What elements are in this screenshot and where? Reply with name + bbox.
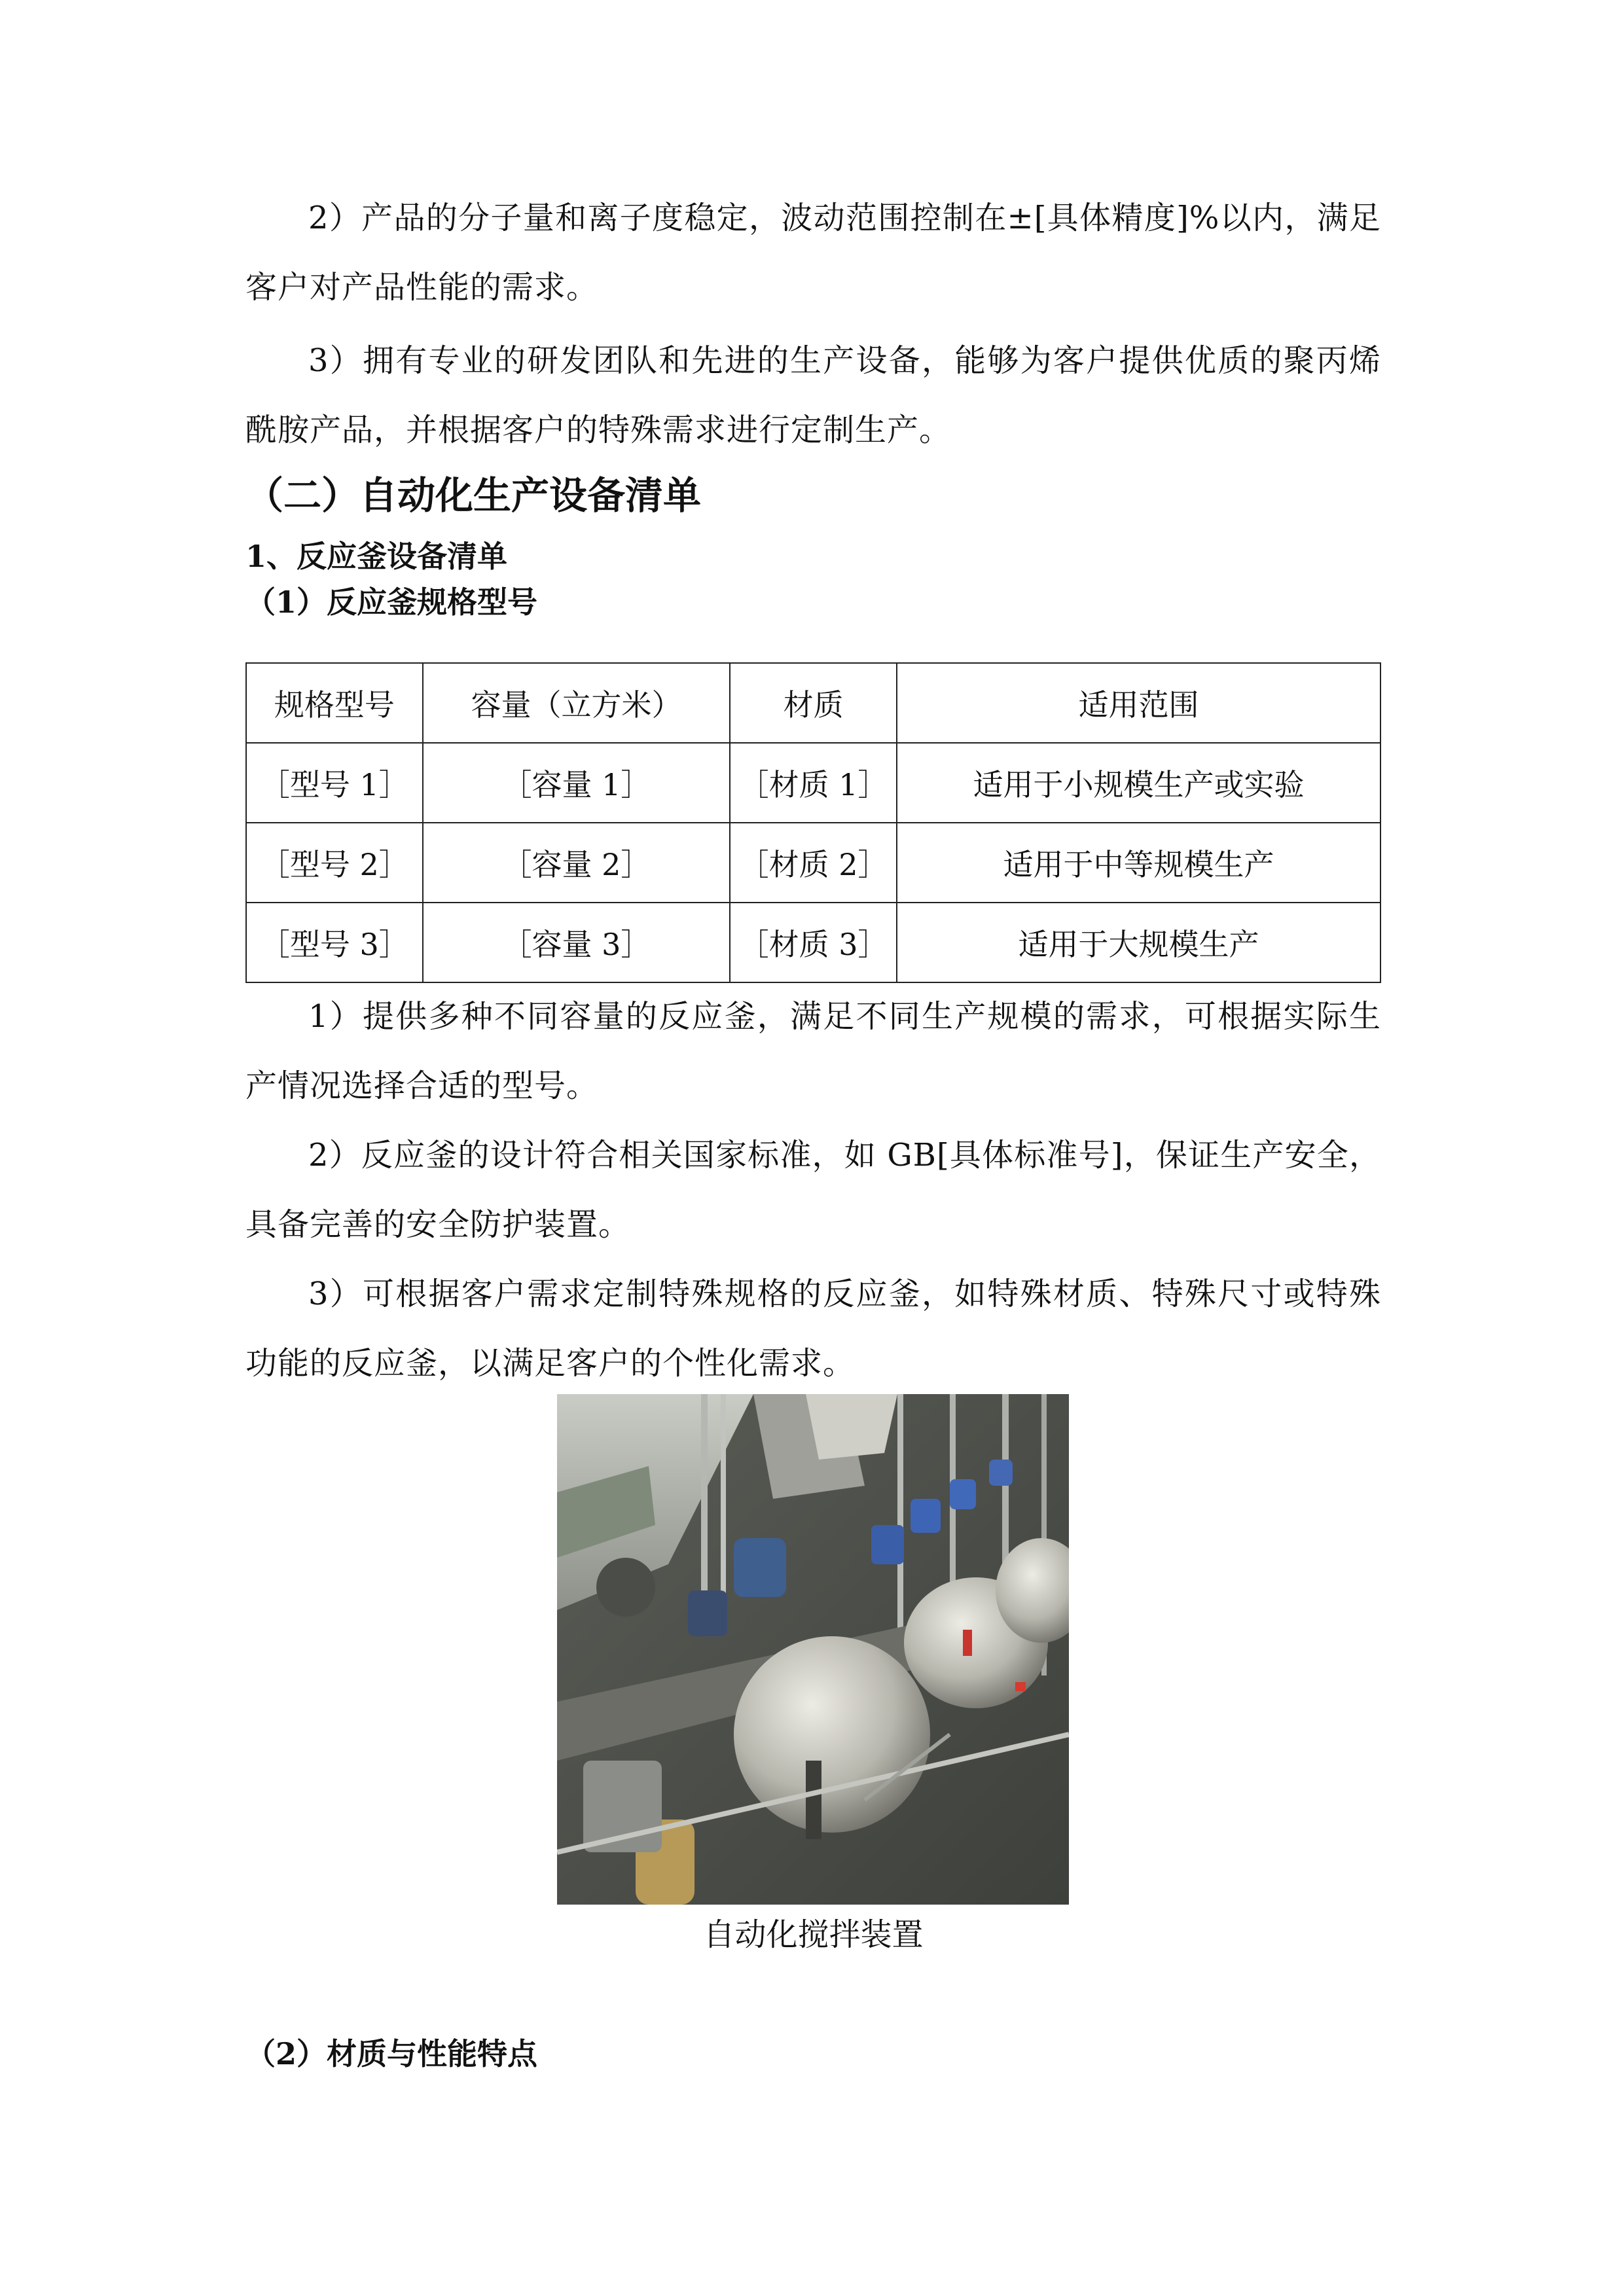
photo-caption: 自动化搅拌装置 bbox=[703, 1916, 924, 1953]
paragraph: 3）拥有专业的研发团队和先进的生产设备，能够为客户提供优质的聚丙烯酰胺产品，并根据客户的特殊需求进行定制生产。 bbox=[245, 342, 1381, 448]
table-cell: 适用于大规模生产 bbox=[897, 903, 1380, 982]
table-cell: ［容量 2］ bbox=[423, 823, 730, 903]
table-cell: ［材质 2］ bbox=[730, 823, 897, 903]
table-header-cell: 材质 bbox=[730, 663, 897, 743]
subsubsection-heading: （1）反应釜规格型号 bbox=[245, 584, 538, 620]
table-cell: ［型号 3］ bbox=[246, 903, 423, 982]
table-cell: 适用于中等规模生产 bbox=[897, 823, 1380, 903]
table-cell: 适用于小规模生产或实验 bbox=[897, 743, 1380, 823]
mixing-equipment-photo bbox=[557, 1394, 1069, 1905]
subsubsection-heading: （2）材质与性能特点 bbox=[245, 2036, 538, 2072]
table-header-cell: 容量（立方米） bbox=[423, 663, 730, 743]
table-row bbox=[246, 823, 1380, 903]
paragraph: 2）反应釜的设计符合相关国家标准，如 GB[具体标准号]，保证生产安全，具备完善的安全防护装置。 bbox=[245, 1137, 1381, 1243]
table-cell: ［容量 1］ bbox=[423, 743, 730, 823]
table-header-cell: 规格型号 bbox=[246, 663, 423, 743]
paragraph: 1）提供多种不同容量的反应釜，满足不同生产规模的需求，可根据实际生产情况选择合适的型号。 bbox=[245, 998, 1381, 1104]
paragraph: 2）产品的分子量和离子度稳定，波动范围控制在±[具体精度]%以内，满足客户对产品性能的需求。 bbox=[245, 200, 1381, 306]
reactor-spec-table bbox=[245, 662, 1381, 983]
subsection-heading: 1、反应釜设备清单 bbox=[245, 539, 508, 574]
paragraph: 3）可根据客户需求定制特殊规格的反应釜，如特殊材质、特殊尺寸或特殊功能的反应釜，以满足客户的个性化需求。 bbox=[245, 1276, 1381, 1382]
table-cell: ［材质 1］ bbox=[730, 743, 897, 823]
section-heading: （二）自动化生产设备清单 bbox=[245, 473, 702, 518]
table-cell: ［材质 3］ bbox=[730, 903, 897, 982]
table-header-row bbox=[246, 663, 1380, 743]
table-row bbox=[246, 903, 1380, 982]
table-header-cell: 适用范围 bbox=[897, 663, 1380, 743]
table-cell: ［型号 2］ bbox=[246, 823, 423, 903]
table-row bbox=[246, 743, 1380, 823]
table-notes bbox=[245, 982, 1381, 1398]
table-cell: ［型号 1］ bbox=[246, 743, 423, 823]
intro-paragraphs bbox=[245, 183, 1381, 465]
table-cell: ［容量 3］ bbox=[423, 903, 730, 982]
